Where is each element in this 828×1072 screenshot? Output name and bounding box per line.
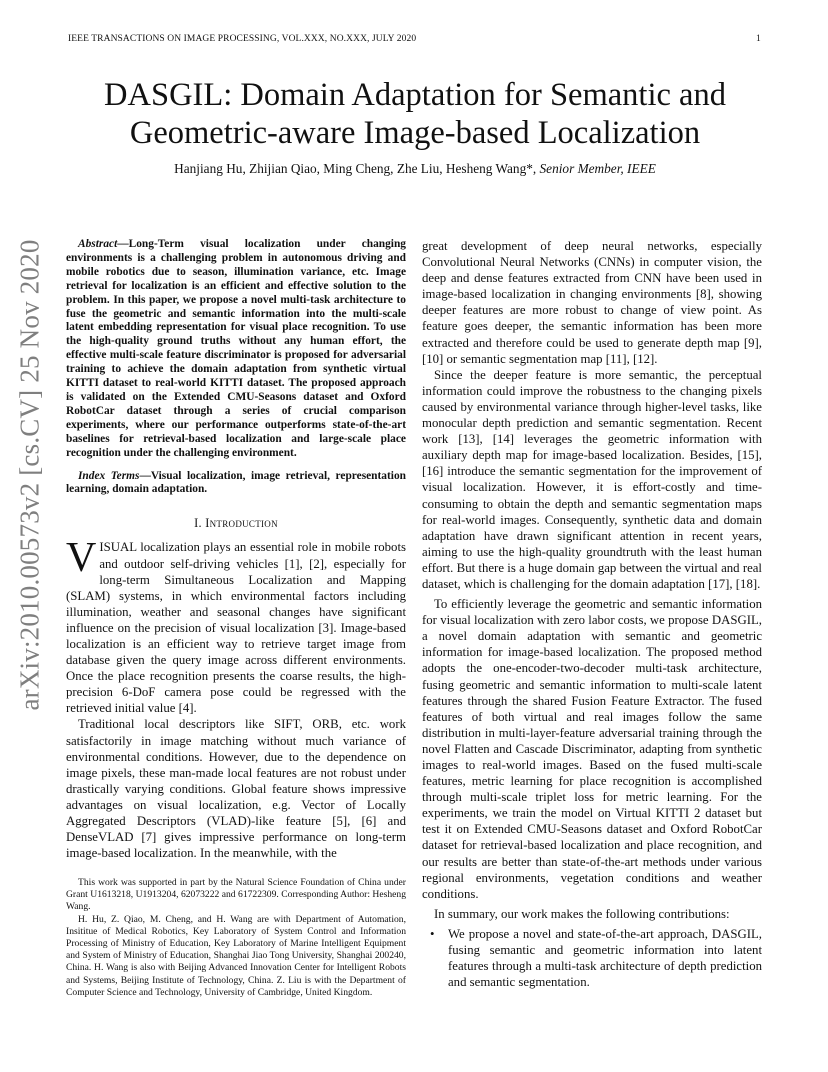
index-terms [66,470,406,498]
bullet-icon: • [430,926,435,941]
left-column [66,238,406,861]
author-names: Hanjiang Hu, Zhijian Qiao, Ming Cheng, Zhe Liu, Hesheng Wang*, [174,161,540,176]
index-terms-text: —Visual localization, image retrieval, representation learning, domain adaptation. [66,469,406,496]
contributions-intro: In summary, our work makes the following contributions: [434,906,730,921]
affiliation-footnote: H. Hu, Z. Qiao, M. Cheng, and H. Wang are with Department of Automation, Insititue of Medical Robotics, Key Laboratory of System Control and Information Processing of Ministry of Education, Key Laboratory of Marine Intelligent Equipment and System of Ministry of Education, Shanghai Jiao Tong University, Shanghai 200240, China. H. Wang is also with Beijing Advanced Innovation Center for Intelligent Robots and Systems, Beijing Institute of Technology, China. Z. Liu is with the Department of Computer Science and Technology, University of Cambridge, United Kingdom. [66,913,406,998]
page-number: 1 [756,34,761,44]
running-head: IEEE TRANSACTIONS ON IMAGE PROCESSING, VOL.XXX, NO.XXX, JULY 2020 [68,34,417,44]
section-title: Introduction [205,516,278,531]
right-column [422,238,762,990]
right-paragraph-2: Since the deeper feature is more semantic, the perceptual information could improve the robustness to the changing pixels caused by environmental variance through higher-level tasks, like monocular depth prediction and semantic segmentation. Recent work [13], [14] leverages the geometric information with auxiliary depth map for image-based localization. Besides, [15], [16] introduce the semantic segmentation for the improvement of visual localization. However, it is effort-costly and time-consuming to obtain the depth and semantic segmentation maps for real-world images. Consequently, synthetic data and domain adaptation have drawn significant attention in recent years, aiming to use the high-quality groundtruth with the least human effort. But there is a huge domain gap between the virtual and real dataset, which is challenging for the domain adaptation [17], [18]. [422,367,762,591]
right-paragraph-1: great development of deep neural networks, especially Convolutional Neural Networks (CNNs) in computer vision, the deep and dense features extracted from CNN have been used in image-based localization in changing environments [8], showing deeper features are more robust to change of view point. As feature goes deeper, the semantic information has been more extracted and therefore could be used to generate depth map [9], [10] or semantic segmentation map [11], [12]. [422,239,762,366]
arxiv-stamp[interactable] [14,239,45,711]
paper-title: DASGIL: Domain Adaptation for Semantic and Geometric-aware Image-based Localization [104,77,726,151]
abstract-label: Abstract [78,238,118,250]
list-item [422,926,762,990]
arxiv-stamp-text: arXiv:2010.00573v2 [cs.CV] 25 Nov 2020 [14,239,45,711]
contribution-1-text: We propose a novel and state-of-the-art approach, DASGIL, fusing semantic and geometric information into latent features through a multi-task architecture of depth prediction and semantic segmentation. [448,926,762,990]
intro-paragraph-2: Traditional local descriptors like SIFT, ORB, etc. work satisfactorily in image matching without much variance of environmental conditions. However, due to the dependence on image pixels, these man-made local features are not robust under drastically varying conditions. Global feature shows impressive advantages on visual localization, e.g. Vector of Locally Aggregated Descriptors (VLAD)-like feature [5], [6] and DenseVLAD [7] gives impressive performance on long-term image-based localization. In the meanwhile, with the [66,717,406,861]
right-paragraph-3: To efficiently leverage the geometric and semantic information for visual localization with zero labor costs, we propose DASGIL, a novel domain adaptation with semantic and geometric information for image-based localization. The proposed method adopts the one-encoder-two-decoder multi-task architecture, fusing geometric and semantic information to multi-scale latent features through the shared Fusion Feature Extractor. The fused features of both virtual and real images follow the same distribution in multi-layer-feature adversarial training through the novel Flatten and Cascade Discriminator, adapting from synthetic images to real-world images. Based on the fused multi-scale features, metric learning for place recognition is accomplished through multi-scale triplet loss for metric learning. For the experiments, we train the model on Virtual KITTI 2 dataset but test it on Extended CMU-Seasons dataset and Oxford RobotCar dataset for retrieval-based localization and place recognition, and our results are better than state-of-the-art methods under various regional environments, vegetation conditions and weather conditions. [422,597,762,901]
intro-paragraph-1 [66,535,406,716]
index-terms-label: Index Terms [78,469,140,482]
contributions-list [422,926,762,990]
author-line [60,161,770,177]
intro-paragraph-1-text: ISUAL localization plays an essential role in mobile robots and outdoor self-driving vehicles [1], [2], especially for long-term Simultaneous Localization and Mapping (SLAM) systems, in which environmental factors including illumination, weather and seasonal changes have significant influence on the precision of visual localization [3]. Image-based localization is an efficient way to retrieve target image from database given the query image across different environments. Once the place recognition presents the coarse results, the high-precision 6-DoF camera pose could be regressed with the retrieved initial value [4]. [66,540,406,716]
abstract-text: —Long-Term visual localization under changing environments is a challenging problem in autonomous driving and mobile robotics due to season, illumination variance, etc. Image retrieval for localization is an efficient and effective solution to the problem. In this paper, we propose a novel multi-task architecture to fuse the geometric and semantic information into the multi-scale latent embedding representation for visual place recognition. To use the high-quality ground truths without any human effort, the effective multi-scale feature discriminator is proposed for adversarial training to achieve the domain adaptation from synthetic virtual KITTI dataset to real-world KITTI dataset. The proposed approach is validated on the Extended CMU-Seasons dataset and Oxford RobotCar dataset through a series of crucial comparison experiments, where our performance outperforms state-of-the-art baselines for retrieval-based localization and large-scale place recognition under the challenging environment. [66,238,406,459]
section-number: I. [194,516,206,531]
dropcap-letter: V [66,535,97,582]
funding-footnote: This work was supported in part by the Natural Science Foundation of China under Grant U1613218, U1913204, 62073222 and 61722309. Corresponding Author: Hesheng Wang. [66,877,406,913]
section-heading-introduction [66,515,406,531]
footnotes [66,877,406,999]
abstract [66,238,406,461]
author-membership: Senior Member, IEEE [539,161,656,176]
